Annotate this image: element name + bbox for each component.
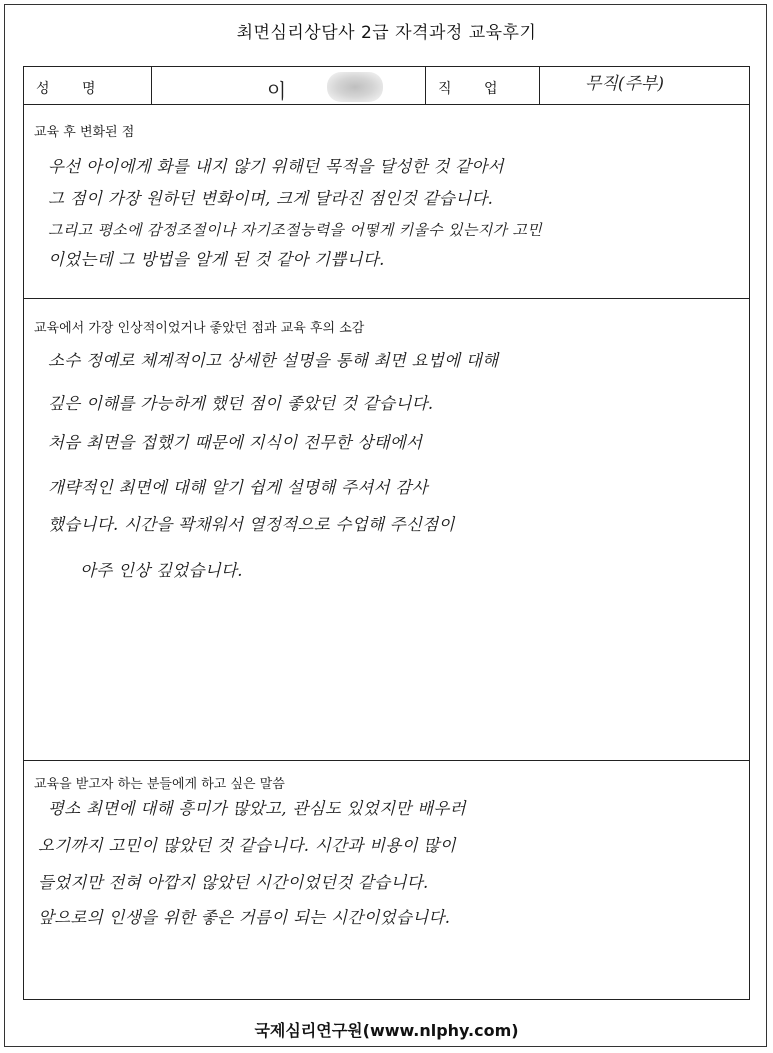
footer-organization: 국제심리연구원(www.nlphy.com)	[254, 1021, 519, 1040]
section-advice	[24, 761, 749, 999]
handwritten-line: 깊은 이해를 가능하게 했던 점이 좋았던 것 같습니다.	[48, 394, 434, 413]
info-row	[24, 67, 749, 105]
handwritten-line: 했습니다. 시간을 꽉채워서 열정적으로 수업해 주신점이	[48, 515, 455, 534]
handwritten-line: 그 점이 가장 원하던 변화이며, 크게 달라진 점인것 같습니다.	[48, 189, 494, 208]
job-value: 무직(주부)	[585, 74, 664, 94]
name-redaction-blur	[327, 72, 383, 102]
section-heading: 교육을 받고자 하는 분들에게 하고 싶은 말씀	[34, 777, 285, 792]
name-label: 성 명	[24, 67, 152, 104]
handwritten-line: 들었지만 전혀 아깝지 않았던 시간이었던것 같습니다.	[38, 873, 429, 892]
page-title: 최면심리상담사 2급 자격과정 교육후기	[236, 23, 537, 43]
handwritten-line: 처음 최면을 접했기 때문에 지식이 전무한 상태에서	[48, 433, 423, 452]
handwritten-line: 이었는데 그 방법을 알게 된 것 같아 기쁩니다.	[48, 250, 385, 269]
name-value: 이	[267, 79, 287, 103]
handwritten-line: 평소 최면에 대해 흥미가 많았고, 관심도 있었지만 배우러	[48, 799, 466, 818]
section-heading: 교육에서 가장 인상적이었거나 좋았던 점과 교육 후의 소감	[34, 321, 365, 336]
handwritten-line: 오기까지 고민이 많았던 것 같습니다. 시간과 비용이 많이	[38, 836, 456, 855]
handwritten-line: 우선 아이에게 화를 내지 않기 위해던 목적을 달성한 것 같아서	[48, 157, 504, 176]
handwritten-line: 개략적인 최면에 대해 알기 쉽게 설명해 주셔서 감사	[48, 478, 428, 497]
handwritten-line: 아주 인상 깊었습니다.	[80, 561, 243, 580]
handwritten-line: 앞으로의 인생을 위한 좋은 거름이 되는 시간이었습니다.	[38, 908, 451, 927]
name-field	[152, 67, 426, 104]
job-field	[540, 67, 751, 104]
section-heading: 교육 후 변화된 점	[34, 125, 135, 140]
job-label: 직 업	[426, 67, 540, 104]
handwritten-line: 그리고 평소에 감정조절이나 자기조절능력을 어떻게 키울수 있는지가 고민	[48, 221, 542, 239]
section-changes	[24, 105, 749, 299]
handwritten-line: 소수 정예로 체계적이고 상세한 설명을 통해 최면 요법에 대해	[48, 351, 499, 370]
section-impressions	[24, 299, 749, 761]
review-form	[23, 66, 750, 1000]
